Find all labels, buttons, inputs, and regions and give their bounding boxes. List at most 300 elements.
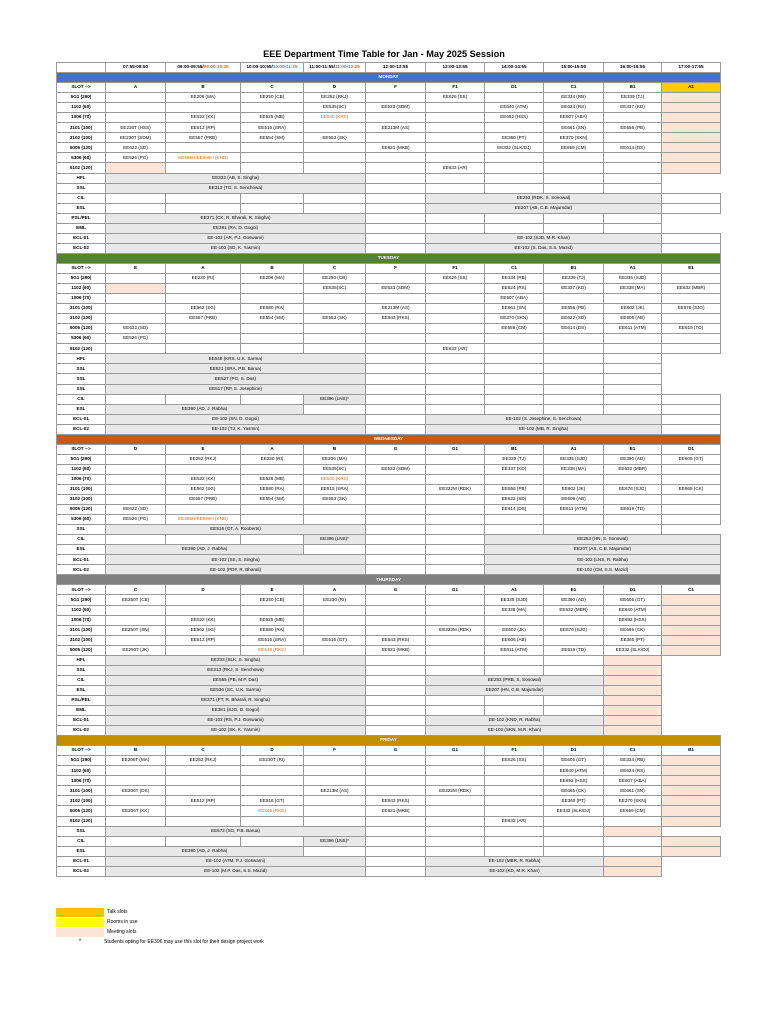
slot-cell	[366, 525, 426, 535]
time-header-row	[57, 63, 721, 73]
slot-cell	[166, 464, 241, 474]
slot-cell	[426, 123, 485, 133]
slot-cell	[604, 113, 662, 123]
slot-cell: EE621 (MKB)	[366, 806, 426, 816]
slot-cell	[426, 635, 485, 645]
slot-cell: EE661 (SN)	[544, 123, 604, 133]
slot-cell	[426, 645, 485, 655]
slot-cell	[604, 384, 662, 394]
slot-cell	[304, 545, 366, 555]
room-label: ECL-01	[57, 856, 106, 866]
slot-cell: D1	[662, 444, 721, 454]
slot-cell: EE338 (MA)	[604, 284, 662, 294]
slot-cell	[106, 113, 166, 123]
timetable-row	[57, 716, 721, 726]
slot-cell	[366, 615, 426, 625]
slot-cell: EE661 (SN)	[604, 786, 662, 796]
room-label: 1006 (70)	[57, 294, 106, 304]
timetable-row	[57, 756, 721, 766]
slot-cell	[426, 364, 485, 374]
slot-cell	[426, 113, 485, 123]
slot-cell	[485, 706, 544, 716]
legend-item	[56, 937, 264, 947]
slot-cell: EE533 (SDM)	[366, 284, 426, 294]
room-label: 3101 (100)	[57, 625, 106, 635]
slot-cell	[366, 846, 426, 856]
slot-cell: EE-102 (KND, R. Rabha)	[426, 716, 604, 726]
room-label: CIL	[57, 836, 106, 846]
room-label: ESL	[57, 203, 106, 213]
slot-cell	[662, 153, 721, 163]
slot-cell: D1	[604, 585, 662, 595]
slot-cell	[241, 284, 304, 294]
slot-cell: EE640 (ATM)	[544, 766, 604, 776]
slot-cell	[106, 193, 166, 203]
slot-cell: EE207 (HN, C.B. Majumdar)	[426, 685, 604, 695]
slot-cell	[366, 113, 426, 123]
slot-cell	[304, 324, 366, 334]
slot-cell	[662, 786, 721, 796]
slot-cell: EE332 (SLK/DJ)	[485, 143, 544, 153]
slot-cell	[241, 153, 304, 163]
slot-cell: G	[366, 585, 426, 595]
slot-cell: F	[366, 83, 426, 93]
slot-cell	[426, 836, 485, 846]
slot-cell	[241, 786, 304, 796]
slot-cell: B	[304, 444, 366, 454]
slot-cell	[366, 856, 426, 866]
slot-cell	[106, 615, 166, 625]
slot-cell: EE640 (ATM)	[604, 605, 662, 615]
slot-cell	[426, 776, 485, 786]
timetable-row	[57, 555, 721, 565]
slot-cell: B	[166, 83, 241, 93]
room-label: ESL	[57, 685, 106, 695]
slot-cell: EE692 (HSS)	[485, 113, 544, 123]
slot-cell: EE-102 (SK, K. Yasmin)	[106, 726, 366, 736]
legend-swatch	[56, 928, 104, 937]
slot-cell	[426, 314, 485, 324]
slot-cell	[106, 103, 166, 113]
slot-cell: EE253 (PRB, S. Sonowal)	[426, 675, 604, 685]
slot-cell	[366, 273, 426, 283]
slot-cell: EE-102 (MBR, R. Rabha)	[426, 856, 604, 866]
slot-cell	[544, 374, 604, 384]
room-label: 5G1 (290)	[57, 93, 106, 103]
legend-label: Students opting for EE396 may use this slot for their design project work	[104, 939, 264, 945]
slot-cell	[106, 836, 166, 846]
slot-cell: EE250 (CB)	[241, 93, 304, 103]
slot-cell: EE580 (RA)	[241, 625, 304, 635]
slot-cell	[604, 846, 662, 856]
slot-cell	[106, 635, 166, 645]
slot-cell: EE322M (RDK)	[426, 786, 485, 796]
timetable-row	[57, 223, 721, 233]
slot-cell	[106, 93, 166, 103]
slot-cell: EE371 (PT, R. Bharali, R. Singha)	[106, 695, 366, 705]
slot-cell: EE527 (PG, S. Das)	[106, 374, 366, 384]
slot-cell	[106, 796, 166, 806]
day-name: THURSDAY	[57, 575, 721, 585]
timetable-row	[57, 93, 721, 103]
slot-cell: D1	[544, 746, 604, 756]
slot-header-label: SLOT -->	[57, 263, 106, 273]
slot-cell: EE526 (PG)	[106, 334, 166, 344]
slot-cell: G1	[426, 746, 485, 756]
slot-cell: EE614 (DS)	[544, 324, 604, 334]
slot-cell	[662, 595, 721, 605]
slot-cell: EE540 (KRS)	[304, 474, 366, 484]
slot-cell: EE676 (SJG)	[544, 625, 604, 635]
room-label: 3101 (100)	[57, 123, 106, 133]
timetable-row	[57, 685, 721, 695]
slot-cell: EE624 (RS)	[604, 766, 662, 776]
slot-cell: EE322M (RDK)	[426, 625, 485, 635]
slot-cell	[544, 394, 604, 404]
slot-cell: EE335 (SJD)	[604, 273, 662, 283]
room-label: CIL	[57, 394, 106, 404]
slot-cell	[241, 515, 304, 525]
slot-cell	[106, 816, 166, 826]
room-label: 3102 (100)	[57, 495, 106, 505]
slot-cell: EE525 (MB)	[241, 113, 304, 123]
slot-cell: EE633 (AR)	[426, 344, 485, 354]
slot-cell: EE553 (SK)	[304, 314, 366, 324]
slot-cell	[166, 776, 241, 786]
timetable-row	[57, 484, 721, 494]
slot-cell	[426, 394, 485, 404]
slot-cell: EE562 (SG)	[166, 625, 241, 635]
slot-cell	[366, 163, 426, 173]
slot-cell: EE206 (MA)	[304, 454, 366, 464]
slot-cell: EE525 (MB)	[241, 474, 304, 484]
timetable-body	[57, 63, 721, 877]
slot-cell: EE665 (CK)	[662, 484, 721, 494]
slot-cell	[485, 384, 544, 394]
timetable-row	[57, 83, 721, 93]
slot-cell	[426, 324, 485, 334]
slot-header-label: SLOT -->	[57, 746, 106, 756]
slot-cell	[166, 766, 241, 776]
room-label: 1102 (60)	[57, 464, 106, 474]
slot-cell	[366, 203, 426, 213]
slot-cell	[304, 163, 366, 173]
slot-cell	[604, 334, 662, 344]
timetable-row	[57, 495, 721, 505]
slot-cell	[544, 515, 604, 525]
slot-cell	[662, 193, 721, 203]
slot-cell	[426, 535, 485, 545]
room-label: SSL	[57, 183, 106, 193]
slot-cell	[366, 786, 426, 796]
slot-cell: EE562 (SG)	[166, 484, 241, 494]
slot-cell	[485, 515, 544, 525]
slot-cell	[366, 756, 426, 766]
slot-cell: EE659 (CM)	[485, 324, 544, 334]
slot-cell	[604, 836, 662, 846]
slot-cell	[241, 294, 304, 304]
slot-cell: E	[241, 585, 304, 595]
legend-swatch	[56, 918, 104, 927]
slot-cell: EE640 (ATM)	[485, 103, 544, 113]
slot-cell: EE206T (MA)	[106, 756, 166, 766]
room-label: HFL	[57, 354, 106, 364]
slot-cell: EE622 (SD)	[106, 505, 166, 515]
slot-cell	[604, 726, 662, 736]
timetable-row	[57, 746, 721, 756]
slot-cell	[241, 535, 304, 545]
slot-cell: EE536 (SC, U.K. Sarma)	[106, 685, 366, 695]
slot-cell: EE525 (MB)	[241, 615, 304, 625]
slot-cell	[426, 615, 485, 625]
slot-cell	[604, 866, 662, 876]
room-label: ECL-01	[57, 414, 106, 424]
slot-cell	[166, 505, 241, 515]
timetable-row	[57, 203, 721, 213]
slot-cell	[366, 866, 426, 876]
slot-cell: D1	[485, 83, 544, 93]
slot-cell: EE-102 (CM, S.S. Mazid)	[485, 565, 721, 575]
slot-cell	[241, 324, 304, 334]
slot-cell	[604, 213, 662, 223]
room-label: 3102 (100)	[57, 635, 106, 645]
slot-cell	[166, 535, 241, 545]
slot-cell	[166, 284, 241, 294]
slot-cell: EE-102 (SD, K. Yasmin)	[106, 243, 366, 253]
slot-cell	[366, 324, 426, 334]
timetable-row	[57, 243, 721, 253]
slot-cell	[426, 846, 485, 856]
slot-cell: EE580 (RA)	[241, 304, 304, 314]
slot-cell	[662, 766, 721, 776]
slot-cell	[426, 525, 485, 535]
slot-cell	[106, 495, 166, 505]
room-label: 5005 (120)	[57, 645, 106, 655]
time-header-cell: 09:00-09:55/09:00-10:25	[166, 63, 241, 73]
slot-cell	[485, 695, 544, 705]
slot-cell	[662, 163, 721, 173]
slot-cell: EE619 (TD)	[544, 645, 604, 655]
slot-cell: EE557 (PRB)	[166, 314, 241, 324]
room-label: ESL	[57, 545, 106, 555]
slot-cell	[426, 304, 485, 314]
slot-cell	[662, 605, 721, 615]
slot-cell: EE607 (ABA)	[544, 113, 604, 123]
slot-cell	[604, 655, 662, 665]
slot-cell: EE207 (AS, C.B. Majumdar)	[485, 545, 721, 555]
slot-cell: EE370 (SKN)	[485, 314, 544, 324]
slot-cell: C	[241, 83, 304, 93]
slot-cell	[604, 525, 662, 535]
slot-cell: EE335 (SJD)	[544, 454, 604, 464]
slot-cell: EE548 (KRS, U.K. Sarma)	[106, 354, 366, 364]
slot-cell: EE553 (SK)	[304, 495, 366, 505]
timetable-row	[57, 535, 721, 545]
slot-cell	[366, 836, 426, 846]
slot-cell: EE580 (RA)	[241, 484, 304, 494]
slot-cell	[366, 334, 426, 344]
timetable-row	[57, 273, 721, 283]
slot-cell	[544, 635, 604, 645]
slot-cell: EE360 (PT)	[604, 635, 662, 645]
slot-cell	[106, 454, 166, 464]
slot-cell	[485, 123, 544, 133]
slot-cell	[241, 163, 304, 173]
slot-cell	[366, 565, 426, 575]
slot-cell	[604, 474, 662, 484]
slot-cell	[366, 183, 426, 193]
slot-cell: E1	[544, 585, 604, 595]
slot-cell	[426, 474, 485, 484]
slot-cell	[662, 474, 721, 484]
slot-header-label: SLOT -->	[57, 83, 106, 93]
slot-cell	[544, 334, 604, 344]
day-banner-row	[57, 434, 721, 444]
slot-cell: EE643 (RKS)	[366, 314, 426, 324]
slot-cell: EE622 (SD)	[544, 314, 604, 324]
slot-cell	[366, 384, 426, 394]
slot-cell: EE390 (AD, J. Rabha)	[106, 404, 304, 414]
slot-cell: C1	[544, 83, 604, 93]
slot-cell	[604, 294, 662, 304]
slot-cell: EE390 (AD, J. Rabha)	[106, 846, 304, 856]
timetable-row	[57, 776, 721, 786]
slot-cell	[366, 555, 426, 565]
slot-cell	[662, 424, 721, 434]
timetable-row	[57, 464, 721, 474]
slot-cell: EE621 (MKB)	[366, 143, 426, 153]
timetable-row	[57, 444, 721, 454]
timetable-row	[57, 153, 721, 163]
room-label: CIL	[57, 535, 106, 545]
room-label: ECL-02	[57, 565, 106, 575]
slot-cell: EE535(SC)	[304, 284, 366, 294]
slot-cell: EE605 (GT)	[604, 595, 662, 605]
slot-cell	[304, 505, 366, 515]
room-label: SSL	[57, 364, 106, 374]
slot-cell	[544, 826, 604, 836]
slot-cell: EE622 (SD)	[485, 495, 544, 505]
room-label: ECL-01	[57, 233, 106, 243]
slot-cell: EE557 (PRB)	[166, 495, 241, 505]
slot-cell	[426, 665, 485, 675]
slot-cell	[662, 294, 721, 304]
slot-cell: B1	[604, 83, 662, 93]
timetable-row	[57, 474, 721, 484]
slot-cell	[604, 675, 662, 685]
slot-cell	[662, 776, 721, 786]
slot-cell	[544, 223, 604, 233]
timetable-row	[57, 565, 721, 575]
slot-cell	[485, 364, 544, 374]
timetable-row	[57, 856, 721, 866]
slot-cell	[544, 816, 604, 826]
slot-cell	[106, 394, 166, 404]
slot-cell	[426, 133, 485, 143]
slot-cell: EE230T (SDM)	[106, 133, 166, 143]
slot-cell: EE206T (KK)	[106, 806, 166, 816]
slot-cell	[426, 223, 485, 233]
slot-cell	[366, 484, 426, 494]
room-label: 5102 (120)	[57, 163, 106, 173]
room-label: SSL	[57, 826, 106, 836]
slot-cell: EE396 (LNS)*	[304, 836, 366, 846]
slot-cell	[662, 635, 721, 645]
slot-cell: EE390 (AD)	[604, 454, 662, 464]
slot-cell: G	[366, 444, 426, 454]
room-label: SSL	[57, 384, 106, 394]
slot-cell: EE602 (JK)	[485, 625, 544, 635]
slot-cell	[426, 505, 485, 515]
timetable	[56, 62, 721, 877]
slot-cell: EE332 (SLK/DJ)	[544, 806, 604, 816]
time-header-cell: 15:00-15:55	[544, 63, 604, 73]
slot-cell	[485, 344, 544, 354]
slot-cell	[485, 334, 544, 344]
room-label: 1102 (60)	[57, 284, 106, 294]
slot-cell: EE334 (RB)	[544, 93, 604, 103]
slot-cell: EE250T (CB)	[106, 595, 166, 605]
legend-swatch	[56, 908, 104, 917]
legend-item	[56, 917, 264, 927]
slot-cell	[366, 223, 426, 233]
room-label: 1006 (70)	[57, 113, 106, 123]
slot-cell: EE549 (RKS)	[241, 806, 304, 816]
slot-cell: EE659 (CM)	[604, 806, 662, 816]
slot-cell: EE656 (PB)	[604, 123, 662, 133]
slot-cell	[304, 766, 366, 776]
slot-cell	[241, 464, 304, 474]
slot-cell: EE206T (DS)	[106, 786, 166, 796]
slot-cell: EE622 (SD)	[106, 324, 166, 334]
timetable-row	[57, 304, 721, 314]
room-label: ECL-02	[57, 424, 106, 434]
slot-cell	[426, 143, 485, 153]
slot-cell	[304, 344, 366, 354]
slot-cell	[485, 615, 544, 625]
room-label: 3102 (100)	[57, 133, 106, 143]
slot-cell	[241, 193, 304, 203]
slot-cell	[604, 404, 662, 414]
slot-cell: EE213M (AS)	[366, 123, 426, 133]
slot-cell	[544, 183, 604, 193]
slot-cell: EE606 (AB)	[544, 495, 604, 505]
slot-cell: EE656 (PB)	[485, 484, 544, 494]
slot-cell	[304, 143, 366, 153]
time-header-cell: 10:00-10:55/10:00-11:25	[241, 63, 304, 73]
slot-cell: EE-102 (S. Das, S.S. Mazid)	[426, 243, 662, 253]
slot-cell: EE390 (AD)	[544, 595, 604, 605]
slot-cell: B1	[662, 746, 721, 756]
slot-cell	[426, 294, 485, 304]
slot-cell: EE339 (TJ)	[485, 454, 544, 464]
room-label: 3101 (100)	[57, 484, 106, 494]
slot-cell	[366, 454, 426, 464]
slot-cell	[366, 826, 426, 836]
room-label: 5G1 (290)	[57, 273, 106, 283]
room-label: 1102 (60)	[57, 103, 106, 113]
timetable-row	[57, 665, 721, 675]
slot-cell	[166, 143, 241, 153]
slot-cell	[485, 213, 544, 223]
legend-label: Meeting slots	[107, 929, 137, 935]
room-label: 5005 (120)	[57, 505, 106, 515]
slot-cell	[304, 203, 366, 213]
slot-cell: C	[304, 263, 366, 273]
slot-cell: EE213M (AS)	[304, 786, 366, 796]
slot-cell: EE-102 (AR, P.J. Goswami)	[106, 233, 366, 243]
timetable-row	[57, 645, 721, 655]
